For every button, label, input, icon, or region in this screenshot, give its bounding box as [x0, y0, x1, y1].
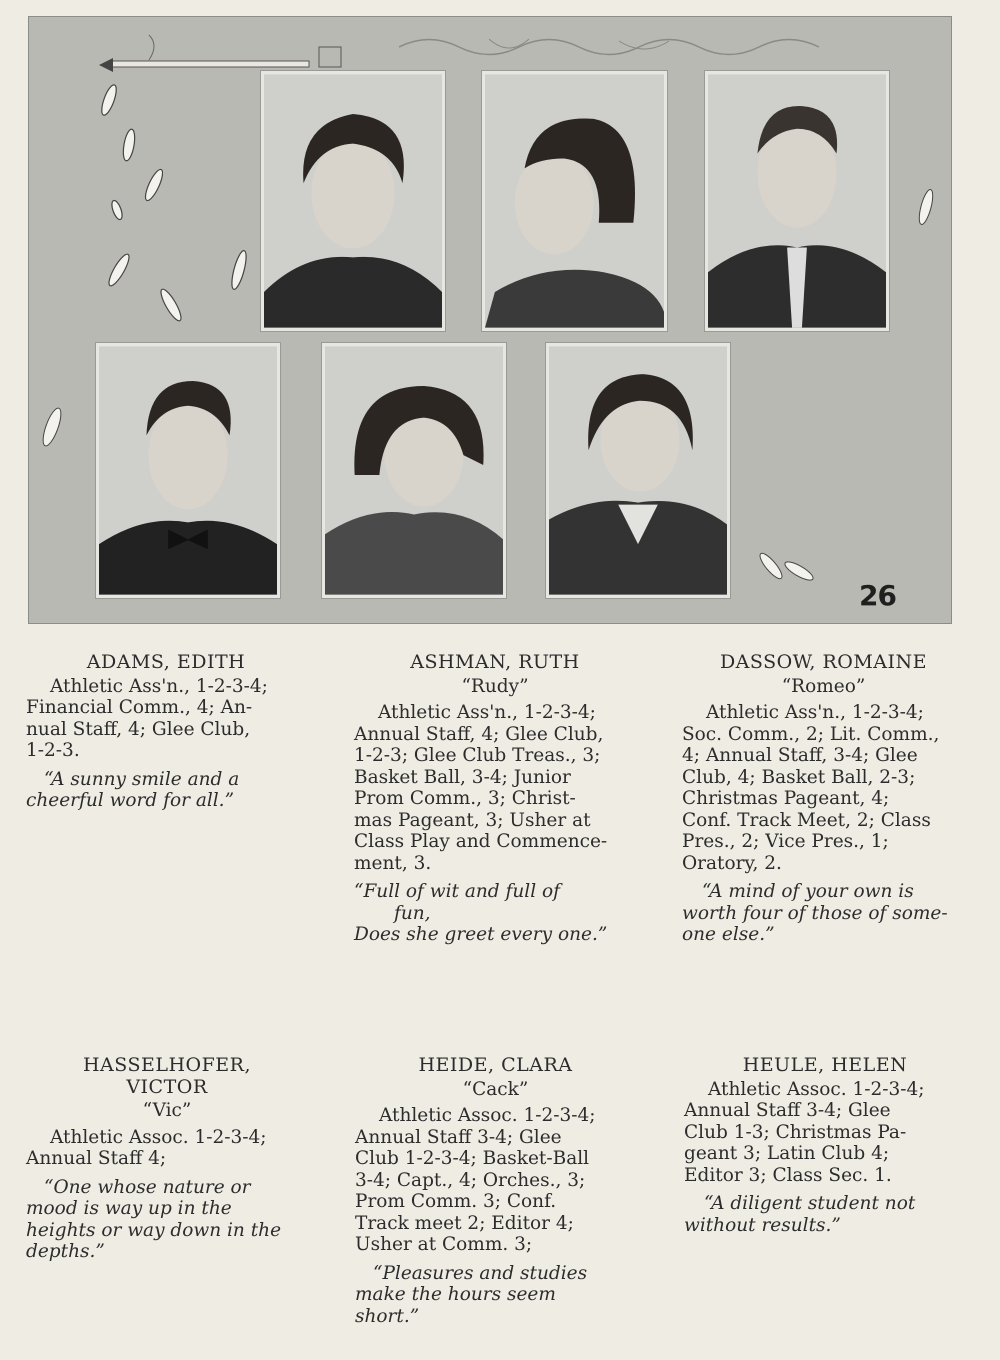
activity-line: Athletic Assoc. 1-2-3-4;: [708, 1078, 925, 1100]
activity-line: Athletic Assoc. 1-2-3-4;: [50, 1126, 267, 1148]
activities: [355, 1105, 636, 1256]
quote-line: “A mind of your own is: [702, 881, 914, 902]
activity-line: Track meet 2; Editor 4;: [355, 1212, 574, 1234]
activity-line: Financial Comm., 4; An-: [26, 697, 253, 718]
portrait-heule-helen: [545, 342, 731, 599]
activities: [26, 1127, 308, 1170]
bio-heide-clara: [355, 1055, 636, 1327]
quote: [26, 769, 306, 812]
activity-line: Annual Staff 3-4; Glee: [355, 1126, 562, 1148]
quote-line: heights or way down in the: [26, 1219, 282, 1241]
student-name: [26, 1055, 308, 1098]
activity-line: 1-2-3; Glee Club Treas., 3;: [354, 745, 601, 766]
activity-line: Christmas Pageant, 4;: [682, 788, 890, 809]
student-name: DASSOW, ROMAINE: [719, 651, 928, 673]
activity-line: ment, 3.: [354, 852, 432, 874]
activity-line: Basket Ball, 3-4; Junior: [354, 766, 571, 788]
quote-line: “One whose nature or: [44, 1176, 251, 1198]
portrait-photo: [708, 74, 886, 328]
activity-line: 4; Annual Staff, 3-4; Glee: [682, 745, 918, 766]
quote-line: short.”: [355, 1305, 420, 1327]
portrait-heide-clara: [321, 342, 507, 599]
activities: [354, 702, 636, 874]
student-name-line: VICTOR: [126, 1075, 208, 1098]
feather-left-ornament: [37, 397, 67, 457]
activity-line: geant 3; Latin Club 4;: [684, 1143, 890, 1164]
student-name-line: HASSELHOFER,: [82, 1054, 252, 1076]
student-name: ASHMAN, RUTH: [410, 651, 580, 673]
feather-bottom-ornament: [751, 541, 821, 591]
portrait-photo: [485, 74, 664, 328]
portrait-photo: [549, 346, 727, 595]
student-name: HEIDE, CLARA: [418, 1054, 573, 1076]
portrait-hasselhofer-victor: [95, 342, 281, 599]
activity-line: Annual Staff, 4; Glee Club,: [354, 723, 604, 745]
quote: [684, 1193, 966, 1236]
activity-line: mas Pageant, 3; Usher at: [354, 809, 591, 831]
bio-dassow-romaine: [682, 652, 965, 946]
bio-ashman-ruth: [354, 652, 636, 946]
quote-line: one else.”: [682, 924, 775, 945]
activity-line: Annual Staff 3-4; Glee: [684, 1100, 891, 1121]
quote-line: “Pleasures and studies: [373, 1262, 588, 1284]
activity-line: Athletic Ass'n., 1-2-3-4;: [706, 702, 924, 723]
activity-line: Club, 4; Basket Ball, 2-3;: [682, 766, 916, 788]
activity-line: Athletic Ass'n., 1-2-3-4;: [378, 702, 596, 723]
top-scroll-ornament: [399, 27, 839, 67]
activity-line: Usher at Comm. 3;: [355, 1234, 533, 1255]
feather-right-ornament: [911, 177, 941, 237]
activity-line: Athletic Ass'n., 1-2-3-4;: [50, 675, 268, 697]
activity-line: Prom Comm., 3; Christ-: [354, 788, 576, 809]
activity-line: Class Play and Commence-: [354, 831, 608, 852]
quote-line: mood is way up in the: [26, 1198, 232, 1219]
activity-line: Club 1-2-3-4; Basket-Ball: [355, 1148, 590, 1169]
portrait-photo: [325, 346, 503, 595]
quote-line: “A diligent student not: [704, 1193, 916, 1214]
activity-line: Editor 3; Class Sec. 1.: [684, 1164, 892, 1186]
activity-line: Athletic Assoc. 1-2-3-4;: [379, 1105, 596, 1126]
quote-line: worth four of those of some-: [682, 902, 948, 924]
activity-line: nual Staff, 4; Glee Club,: [26, 718, 251, 740]
quote: [26, 1177, 308, 1263]
portrait-photo: [264, 74, 442, 328]
page-number: 26: [859, 579, 896, 612]
portrait-ashman-ruth: [481, 70, 668, 332]
bio-heule-helen: [684, 1055, 966, 1236]
quote-line: Does she greet every one.”: [354, 924, 608, 945]
quote: [355, 1263, 636, 1328]
nickname: “Cack”: [462, 1078, 529, 1100]
activity-line: 3-4; Capt., 4; Orches., 3;: [355, 1169, 586, 1191]
portrait-adams-edith: [260, 70, 446, 332]
quote-line: “Full of wit and full of: [354, 881, 560, 902]
nickname: “Vic”: [142, 1100, 192, 1121]
activity-line: Conf. Track Meet, 2; Class: [682, 809, 931, 831]
nickname: “Rudy”: [461, 675, 529, 697]
nickname: “Romeo”: [781, 675, 866, 697]
activity-line: Pres., 2; Vice Pres., 1;: [682, 831, 889, 852]
activities: [684, 1079, 966, 1187]
activity-line: Soc. Comm., 2; Lit. Comm.,: [682, 723, 940, 745]
student-name: ADAMS, EDITH: [86, 651, 246, 673]
quote: [682, 881, 965, 946]
student-name: HEULE, HELEN: [742, 1054, 908, 1076]
bio-hasselhofer-victor: [26, 1055, 308, 1263]
activity-line: Club 1-3; Christmas Pa-: [684, 1121, 907, 1143]
quote-line: cheerful word for all.”: [26, 790, 235, 811]
activity-line: Oratory, 2.: [682, 852, 782, 874]
quote-line: without results.”: [684, 1214, 841, 1236]
activity-line: Prom Comm. 3; Conf.: [355, 1191, 557, 1212]
portrait-dassow-romaine: [704, 70, 890, 332]
activities: [26, 676, 306, 762]
quote: [354, 881, 636, 946]
bio-adams-edith: [26, 652, 306, 812]
quote-line: make the hours seem: [355, 1284, 556, 1305]
activities: [682, 702, 965, 874]
quote-line: “A sunny smile and a: [44, 768, 240, 790]
activity-line: 1-2-3.: [26, 740, 80, 761]
portrait-photo: [99, 346, 277, 595]
activity-line: Annual Staff 4;: [26, 1148, 167, 1169]
quote-line: fun,: [394, 902, 431, 924]
quote-line: depths.”: [26, 1241, 105, 1262]
